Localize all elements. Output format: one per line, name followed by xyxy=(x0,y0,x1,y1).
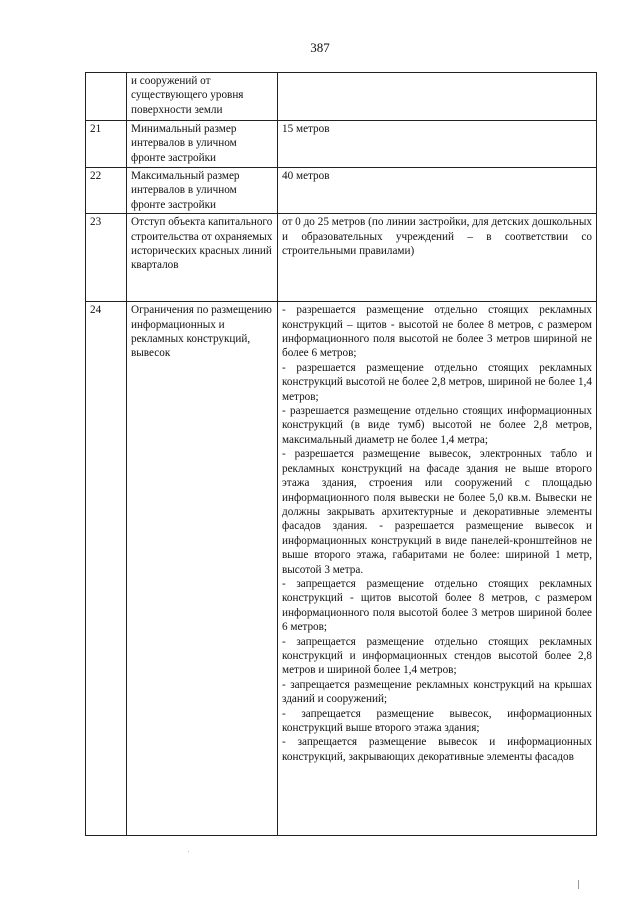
parameter-value xyxy=(278,168,597,214)
parameter-name: Ограничения по размещению информационных и рекламных конструкций, вывесок xyxy=(127,302,278,836)
restriction-item: - запрещается размещение рекламных конструкций на крышах зданий и сооружений; xyxy=(282,678,592,706)
table-row xyxy=(86,121,597,168)
parameter-name: и сооружений от существующего уровня поверхности земли xyxy=(127,73,278,121)
scan-artifact xyxy=(578,880,579,889)
row-number: 21 xyxy=(86,121,127,168)
value-line: 15 метров xyxy=(282,123,330,135)
parameter-value xyxy=(278,302,597,836)
restriction-item: - разрешается размещение отдельно стоящих информационных конструкций (в виде тумб) высотой не более 2,8 метров, максимальный диаметр не более 1,4 метра; xyxy=(282,405,592,446)
parameter-name: Минимальный размер интервалов в уличном фронте застройки xyxy=(127,121,278,168)
restriction-item: - разрешается размещение вывесок, электронных табло и рекламных конструкций на фасаде здания не выше второго этажа здания, строения или сооружений с площадью информационного поля вывески не более 5,0 кв.м. Вывески не должны закрывать архитектурные и декоративные элементы фасадов здания. - разрешается размещение вывесок и информационных конструкций в виде панелей-кронштейнов не выше второго этажа, габаритами не более: шириной 1 метр, высотой 3 метра. xyxy=(282,448,592,576)
row-number: 24 xyxy=(86,302,127,836)
restriction-item: - разрешается размещение отдельно стоящих рекламных конструкций – щитов - высотой не более 8 метров, с размером информационного поля высотой не более 3 метров шириной не более 6 метров; xyxy=(282,304,592,360)
restriction-item: - разрешается размещение отдельно стоящих рекламных конструкций высотой не более 2,8 метров, шириной не более 1,4 метров; xyxy=(282,361,592,403)
table-row xyxy=(86,168,597,214)
value-line: 40 метров xyxy=(282,170,330,182)
parameter-name: Максимальный размер интервалов в уличном фронте застройки xyxy=(127,168,278,214)
row-number: 22 xyxy=(86,168,127,214)
table-row xyxy=(86,302,597,836)
value-line: от 0 до 25 метров (по линии застройки, для детских дошкольных и образовательных учреждений – в соответствии со строительными правилами) xyxy=(282,216,592,258)
parameter-name: Отступ объекта капитального строительства от охраняемых исторических красных линий кварталов xyxy=(127,214,278,302)
regulations-table xyxy=(85,72,597,836)
parameter-value xyxy=(278,214,597,302)
parameter-value xyxy=(278,121,597,168)
table-row xyxy=(86,73,597,121)
scan-artifact xyxy=(188,851,189,852)
table-row xyxy=(86,214,597,302)
parameter-value xyxy=(278,73,597,121)
restriction-item: - запрещается размещение вывесок и информационных конструкций, закрывающих декоративные элементы фасадов xyxy=(282,736,592,763)
restriction-item: - запрещается размещение вывесок, информационных конструкций выше второго этажа здания; xyxy=(282,707,592,734)
row-number: 23 xyxy=(86,214,127,302)
row-number xyxy=(86,73,127,121)
restriction-item: - запрещается размещение отдельно стоящих рекламных конструкций и информационных стендов высотой более 2,8 метров и шириной более 1,4 метров; xyxy=(282,635,592,677)
restriction-item: - запрещается размещение отдельно стоящих рекламных конструкций - щитов высотой более 8 метров, с размером информационного поля высотой более 3 метров шириной более 6 метров; xyxy=(282,577,592,634)
page-number: 387 xyxy=(310,40,330,55)
